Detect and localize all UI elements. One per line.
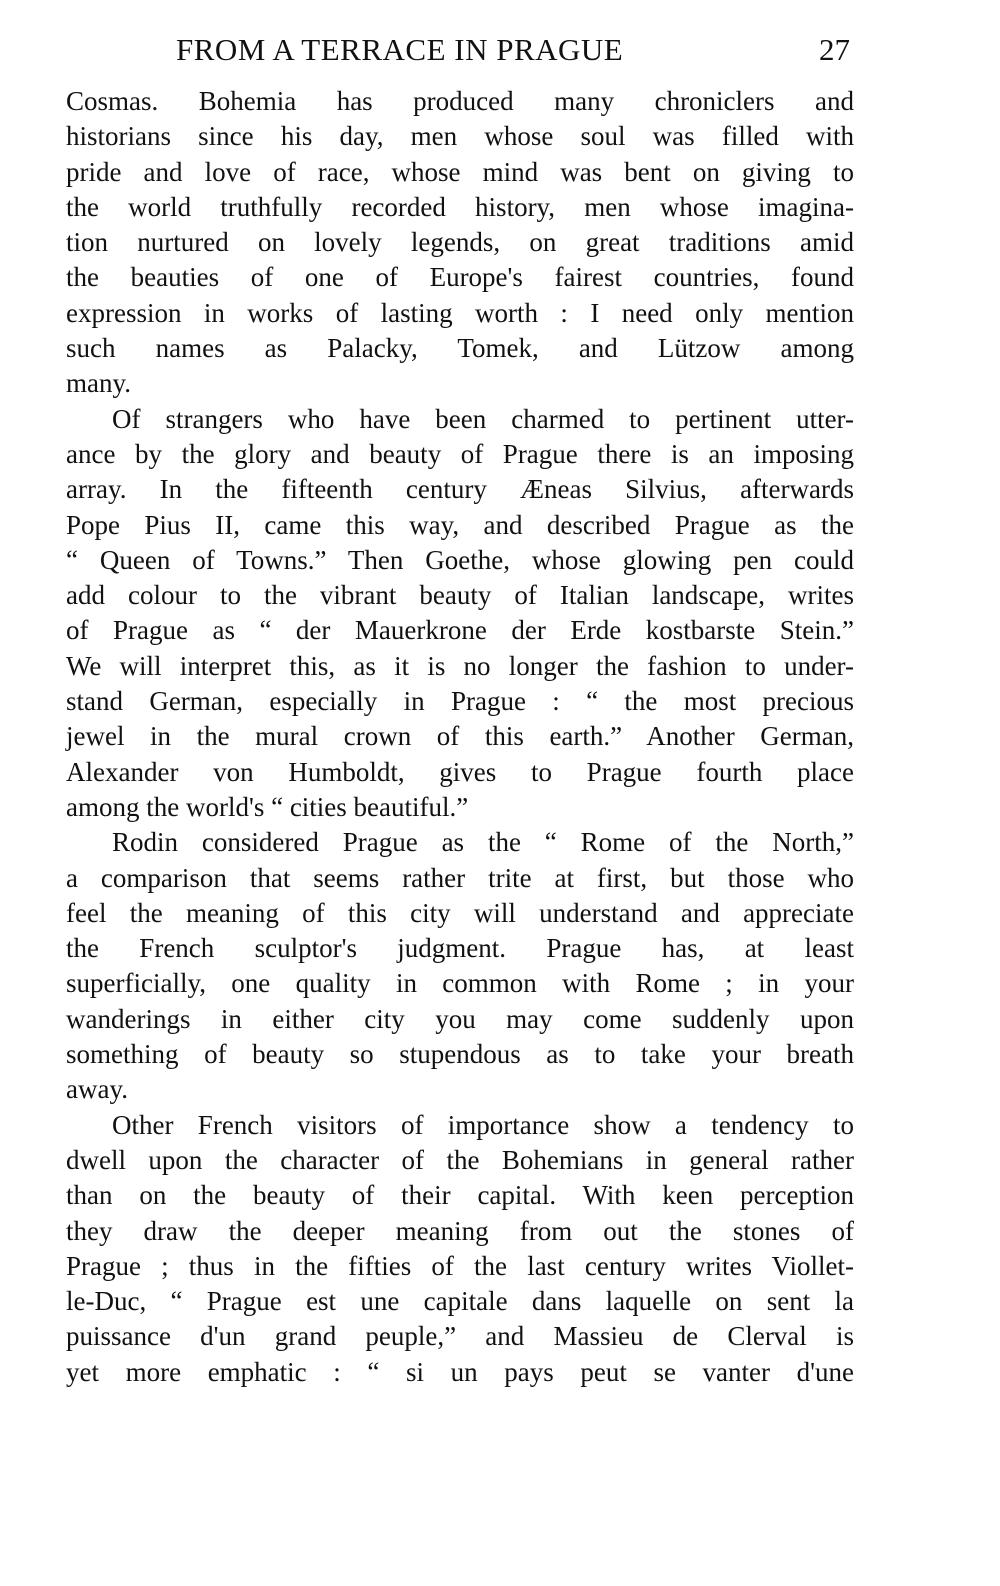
text-line: Of strangers who have been charmed to pertinent utter-: [112, 403, 854, 434]
text-line: We will interpret this, as it is no longer the fashion to under-: [66, 650, 854, 681]
text-line: away.: [66, 1074, 128, 1105]
text-line: jewel in the mural crown of this earth.” Another German,: [66, 721, 854, 752]
text-line: dwell upon the character of the Bohemians in general rather: [66, 1144, 854, 1175]
text-line: superficially, one quality in common with Rome ; in your: [66, 968, 854, 999]
text-line: add colour to the vibrant beauty of Italian landscape, writes: [66, 580, 854, 611]
text-line: Prague ; thus in the fifties of the last century writes Viollet-: [66, 1250, 854, 1281]
text-line: “ Queen of Towns.” Then Goethe, whose glowing pen could: [66, 544, 854, 575]
text-line: wanderings in either city you may come suddenly upon: [66, 1003, 854, 1034]
text-line: they draw the deeper meaning from out the stones of: [66, 1215, 854, 1246]
text-line: the beauties of one of Europe's fairest countries, found: [66, 262, 854, 293]
text-line: array. In the fifteenth century Æneas Silvius, afterwards: [66, 474, 854, 505]
text-line: Cosmas. Bohemia has produced many chroniclers and: [66, 86, 854, 116]
text-line: many.: [66, 368, 131, 399]
text-line: puissance d'un grand peuple,” and Massieu de Clerval is: [66, 1321, 854, 1352]
text-line: stand German, especially in Prague : “ the most precious: [66, 686, 854, 717]
text-line: feel the meaning of this city will understand and appreciate: [66, 897, 854, 928]
text-line: Pope Pius II, came this way, and described Prague as the: [66, 509, 854, 540]
text-line: ance by the glory and beauty of Prague there is an imposing: [66, 438, 854, 469]
running-title: FROM A TERRACE IN PRAGUE: [176, 32, 624, 67]
text-line: something of beauty so stupendous as to take your breath: [66, 1039, 854, 1070]
text-line: than on the beauty of their capital. With keen perception: [66, 1180, 854, 1211]
running-head: [66, 28, 854, 72]
text-line: yet more emphatic : “ si un pays peut se vanter d'une: [66, 1356, 854, 1387]
body-text: [66, 84, 854, 1390]
text-line: the French sculptor's judgment. Prague has, at least: [66, 933, 854, 964]
book-page: [66, 28, 854, 1390]
text-line: Rodin considered Prague as the “ Rome of the North,”: [112, 827, 854, 858]
text-line: among the world's “ cities beautiful.”: [66, 791, 469, 822]
text-line: historians since his day, men whose soul was filled with: [66, 121, 854, 152]
text-line: tion nurtured on lovely legends, on great traditions amid: [66, 227, 854, 258]
text-line: Other French visitors of importance show a tendency to: [112, 1109, 854, 1140]
text-line: of Prague as “ der Mauerkrone der Erde kostbarste Stein.”: [66, 615, 854, 646]
text-line: pride and love of race, whose mind was bent on giving to: [66, 156, 854, 187]
text-line: a comparison that seems rather trite at first, but those who: [66, 862, 854, 893]
text-line: expression in works of lasting worth : I need only mention: [66, 297, 854, 328]
text-line: such names as Palacky, Tomek, and Lützow among: [66, 333, 854, 364]
page-number: 27: [819, 32, 850, 67]
text-line: le-Duc, “ Prague est une capitale dans laquelle on sent la: [66, 1286, 854, 1317]
text-line: Alexander von Humboldt, gives to Prague fourth place: [66, 756, 854, 787]
text-line: the world truthfully recorded history, men whose imagina-: [66, 191, 854, 222]
